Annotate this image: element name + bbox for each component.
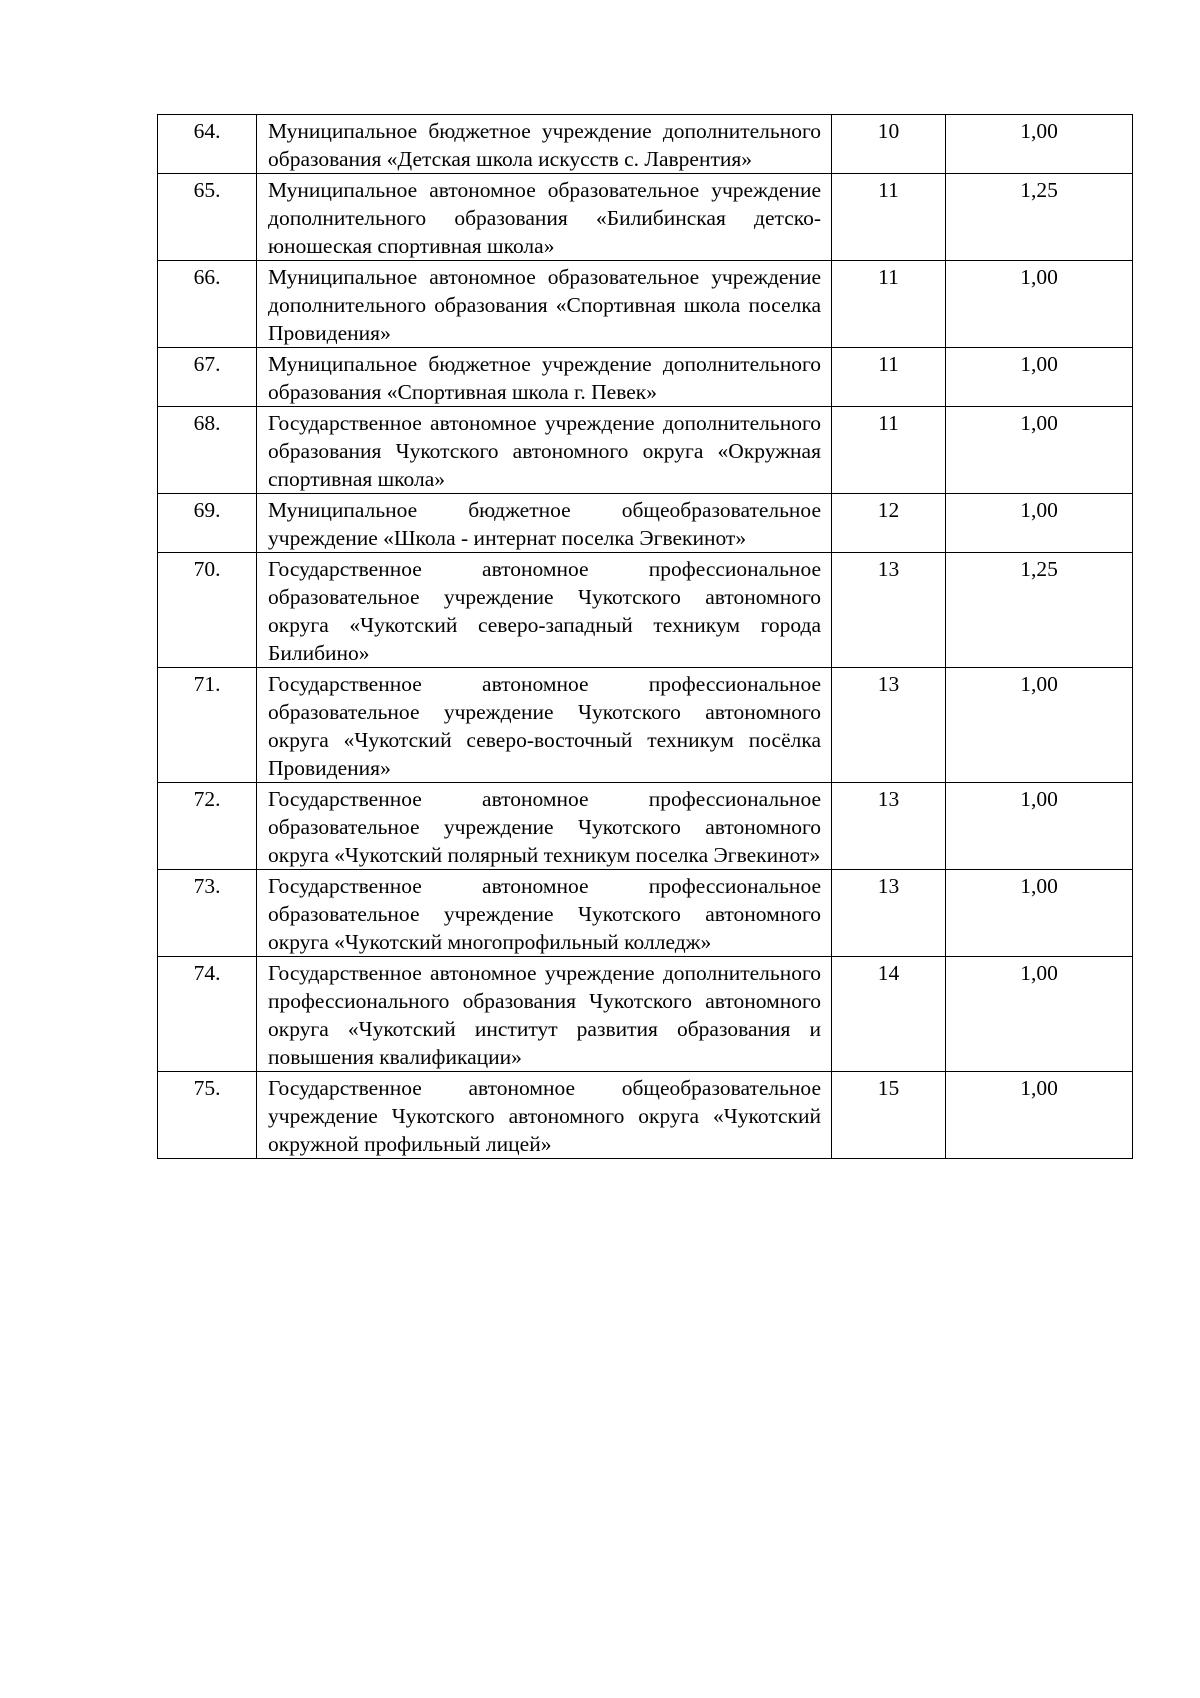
row-number: 71. [158,668,257,783]
institution-name: Муниципальное бюджетное общеобразовательное учреждение «Школа - интернат поселка Эгвекинот» [257,494,832,553]
institution-name: Государственное автономное профессиональное образовательное учреждение Чукотского автономного округа «Чукотский многопрофильный колледж» [257,870,832,957]
table-row [158,348,1133,407]
group-code: 12 [832,494,946,553]
institution-name: Государственное автономное профессиональное образовательное учреждение Чукотского автономного округа «Чукотский северо-восточный техникум посёлка Провидения» [257,668,832,783]
coefficient: 1,00 [946,115,1133,174]
coefficient: 1,00 [946,870,1133,957]
row-number: 74. [158,957,257,1072]
group-code: 14 [832,957,946,1072]
institution-name: Государственное автономное учреждение дополнительного профессионального образования Чукотского автономного округа «Чукотский институт развития образования и повышения квалификации» [257,957,832,1072]
row-number: 73. [158,870,257,957]
coefficient: 1,25 [946,553,1133,668]
institution-name: Муниципальное бюджетное учреждение дополнительного образования «Спортивная школа г. Певек» [257,348,832,407]
group-code: 13 [832,668,946,783]
institution-name: Государственное автономное профессиональное образовательное учреждение Чукотского автономного округа «Чукотский северо-западный техникум города Билибино» [257,553,832,668]
group-code: 11 [832,407,946,494]
group-code: 11 [832,174,946,261]
group-code: 15 [832,1072,946,1159]
table-row [158,783,1133,870]
table-row [158,261,1133,348]
group-code: 13 [832,870,946,957]
row-number: 64. [158,115,257,174]
coefficient: 1,00 [946,783,1133,870]
coefficient: 1,00 [946,1072,1133,1159]
row-number: 67. [158,348,257,407]
coefficient: 1,00 [946,348,1133,407]
row-number: 66. [158,261,257,348]
row-number: 68. [158,407,257,494]
row-number: 75. [158,1072,257,1159]
group-code: 13 [832,783,946,870]
group-code: 13 [832,553,946,668]
coefficient: 1,25 [946,174,1133,261]
group-code: 11 [832,348,946,407]
table-row [158,1072,1133,1159]
institution-name: Государственное автономное учреждение дополнительного образования Чукотского автономного округа «Окружная спортивная школа» [257,407,832,494]
table-row [158,174,1133,261]
institution-name: Муниципальное автономное образовательное учреждение дополнительного образования «Билибинская детско-юношеская спортивная школа» [257,174,832,261]
table-row [158,115,1133,174]
institution-name: Муниципальное бюджетное учреждение дополнительного образования «Детская школа искусств с. Лаврентия» [257,115,832,174]
table-row [158,407,1133,494]
institutions-table [157,114,1133,1159]
row-number: 72. [158,783,257,870]
coefficient: 1,00 [946,407,1133,494]
group-code: 11 [832,261,946,348]
table-row [158,668,1133,783]
row-number: 65. [158,174,257,261]
institution-name: Муниципальное автономное образовательное учреждение дополнительного образования «Спортивная школа поселка Провидения» [257,261,832,348]
institution-name: Государственное автономное профессиональное образовательное учреждение Чукотского автономного округа «Чукотский полярный техникум поселка Эгвекинот» [257,783,832,870]
coefficient: 1,00 [946,668,1133,783]
table-row [158,870,1133,957]
table-row [158,553,1133,668]
coefficient: 1,00 [946,957,1133,1072]
row-number: 69. [158,494,257,553]
table-row [158,957,1133,1072]
row-number: 70. [158,553,257,668]
coefficient: 1,00 [946,494,1133,553]
table-row [158,494,1133,553]
coefficient: 1,00 [946,261,1133,348]
group-code: 10 [832,115,946,174]
institution-name: Государственное автономное общеобразовательное учреждение Чукотского автономного округа «Чукотский окружной профильный лицей» [257,1072,832,1159]
